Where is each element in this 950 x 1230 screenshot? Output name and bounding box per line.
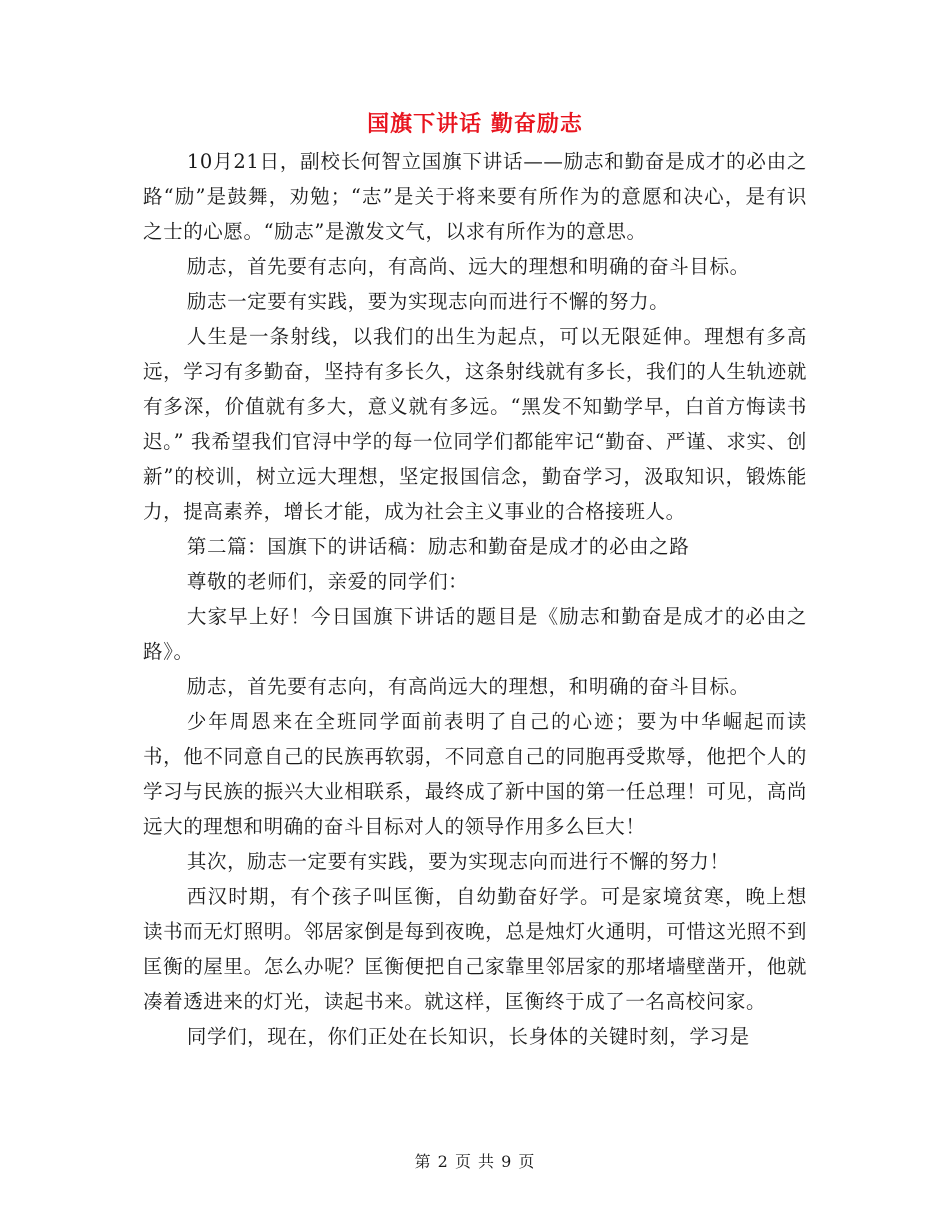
paragraph: 大家早上好！今日国旗下讲话的题目是《励志和勤奋是成才的必由之路》。 — [143, 605, 807, 663]
paragraph: 其次，励志一定要有实践，要为实现志向而进行不懈的努力！ — [186, 850, 730, 873]
paragraph: 10月21日，副校长何智立国旗下讲话——励志和勤奋是成才的必由之路“励”是鼓舞，劝勉；“志”是关于将来要有所作为的意愿和决心，是有识之士的心愿。“励志”是激发文气，以求有所作为的意思。 — [143, 150, 807, 243]
document-body — [143, 144, 807, 1054]
paragraph: 同学们，现在，你们正处在长知识，长身体的关键时刻，学习是 — [186, 1025, 750, 1048]
document-title: 国旗下讲话 勤奋励志 — [367, 111, 583, 137]
paragraph: 励志一定要有实践，要为实现志向而进行不懈的努力。 — [186, 290, 670, 313]
paragraph: 励志，首先要有志向，有高尚远大的理想，和明确的奋斗目标。 — [186, 675, 750, 698]
section-heading: 第二篇：国旗下的讲话稿：励志和勤奋是成才的必由之路 — [186, 535, 690, 558]
paragraph: 人生是一条射线，以我们的出生为起点，可以无限延伸。理想有多高远，学习有多勤奋，坚持有多长久，这条射线就有多长，我们的人生轨迹就有多深，价值就有多大，意义就有多远。“黑发不知勤学早，白首方悔读书迟。” 我希望我们官浔中学的每一位同学们都能牢记“勤奋、严谨、求实、创新”的校训，树立远大理想，坚定报国信念，勤奋学习，汲取知识，锻炼能力，提高素养，增长才能，成为社会主义事业的合格接班人。 — [143, 325, 807, 523]
page-number-footer: 第 2 页 共 9 页 — [414, 1152, 536, 1171]
salutation: 尊敬的老师们，亲爱的同学们： — [186, 570, 469, 593]
paragraph: 西汉时期，有个孩子叫匡衡，自幼勤奋好学。可是家境贫寒，晚上想读书而无灯照明。邻居家倒是每到夜晚，总是烛灯火通明，可惜这光照不到匡衡的屋里。怎么办呢？匡衡便把自己家靠里邻居家的那堵墙壁凿开，他就凑着透进来的灯光，读起书来。就这样，匡衡终于成了一名高校问家。 — [143, 885, 807, 1013]
paragraph: 励志，首先要有志向，有高尚、远大的理想和明确的奋斗目标。 — [186, 255, 750, 278]
paragraph: 少年周恩来在全班同学面前表明了自己的心迹；要为中华崛起而读书，他不同意自己的民族再软弱，不同意自己的同胞再受欺辱，他把个人的学习与民族的振兴大业相联系，最终成了新中国的第一任总理！可见，高尚远大的理想和明确的奋斗目标对人的领导作用多么巨大！ — [143, 710, 807, 838]
